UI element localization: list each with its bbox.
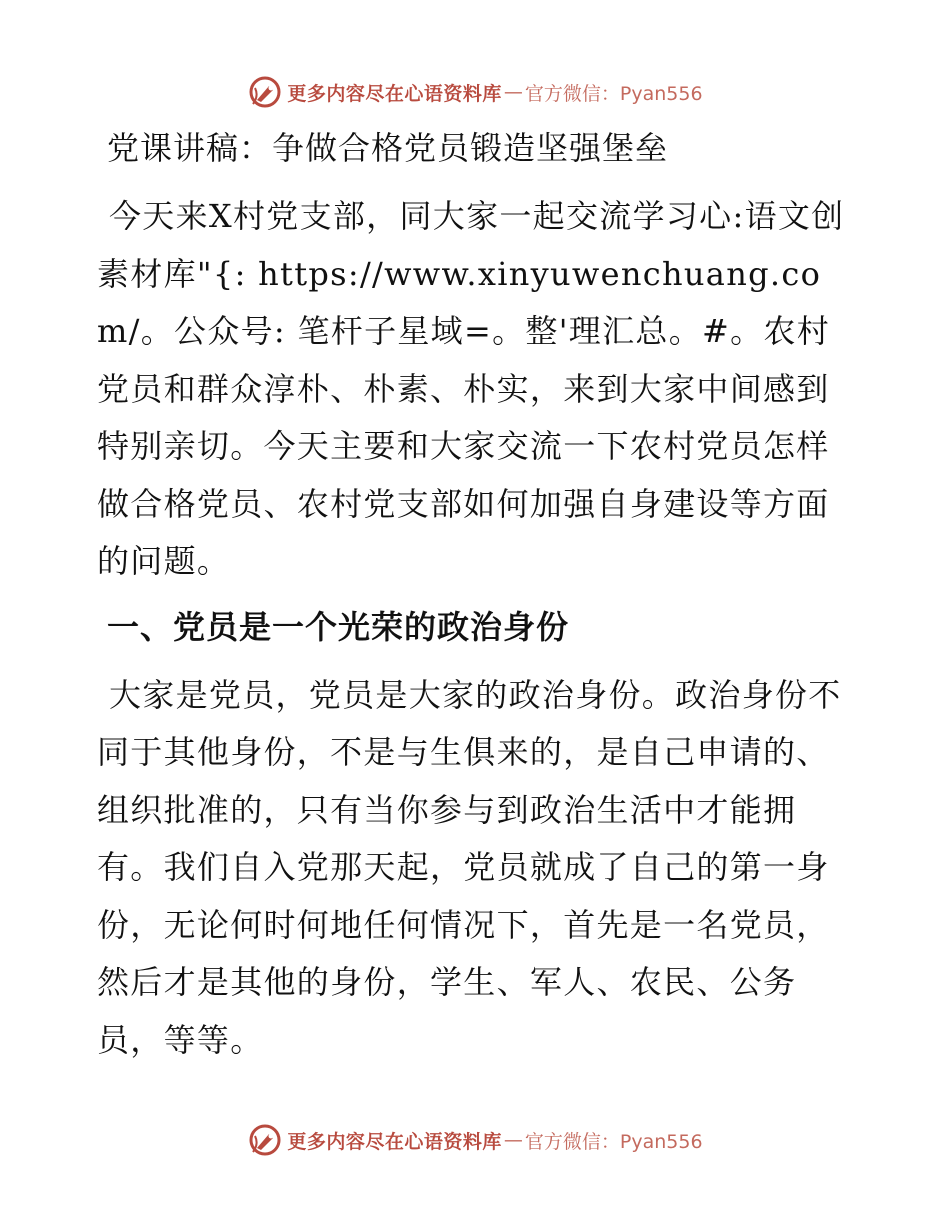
pen-nib-logo-icon: [247, 74, 283, 110]
pen-nib-logo-icon: [247, 1122, 283, 1158]
footer-banner: [0, 1118, 950, 1162]
banner-brand-text: 更多内容尽在心语资料库: [287, 1130, 502, 1153]
intro-paragraph: 今天来X村党支部，同大家一起交流学习心:语文创素材库"{: https://www.xinyuwenchuang.com/。公众号: 笔杆子星域=。整'理汇总。#。农村党员和群众淳朴、朴素、朴实，来到大家中间感到特别亲切。今天主要和大家交流一下农村党员怎样做合格党员、农村党支部如何加强自身建设等方面的问题。: [97, 197, 845, 580]
section-paragraph: 大家是党员，党员是大家的政治身份。政治身份不同于其他身份，不是与生俱来的，是自己申请的、组织批准的，只有当你参与到政治生活中才能拥有。我们自入党那天起，党员就成了自己的第一身份，无论何时何地任何情况下，首先是一名党员，然后才是其他的身份，学生、军人、农民、公务员，等等。: [97, 675, 842, 1059]
header-banner: [0, 70, 950, 114]
document-body: [97, 124, 857, 1081]
banner-separator: —: [503, 81, 523, 103]
section-heading: 一、党员是一个光荣的政治身份: [107, 607, 570, 646]
banner-separator: —: [503, 1129, 523, 1151]
banner-contact-text: 官方微信：Pyan556: [524, 82, 703, 105]
banner-contact-text: 官方微信：Pyan556: [524, 1130, 703, 1153]
document-title: 党课讲稿：争做合格党员锻造坚强堡垒: [107, 129, 669, 167]
banner-brand-text: 更多内容尽在心语资料库: [287, 82, 502, 105]
